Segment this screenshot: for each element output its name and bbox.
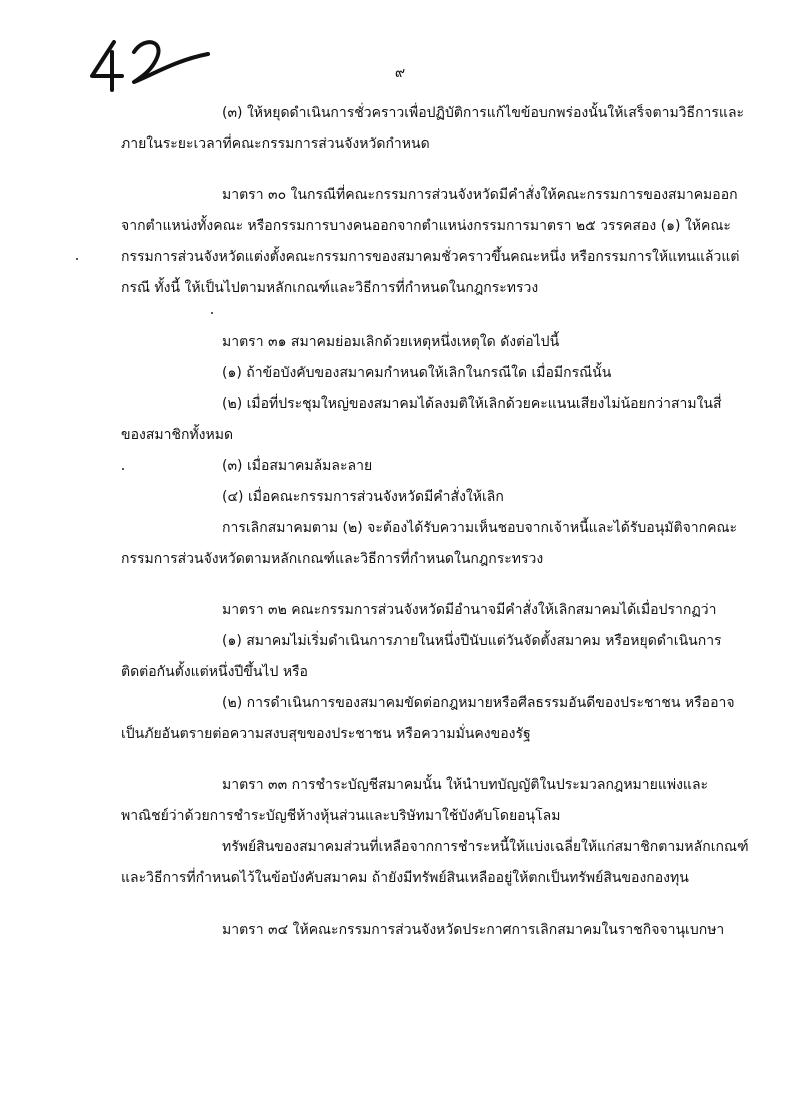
text-line: มาตรา ๓๓ การชำระบัญชีสมาคมนั้น ให้นำบทบัญญัติในประมวลกฎหมายแพ่งและ [222,777,709,793]
text-line: เป็นภัยอันตรายต่อความสงบสุขของประชาชน หรือความมั่นคงของรัฐ [121,726,531,742]
scan-speck [122,468,124,470]
text-line: (๓) ให้หยุดดำเนินการชั่วคราวเพื่อปฏิบัติการแก้ไขข้อบกพร่องนั้นให้เสร็จตามวิธีการและ [222,105,745,121]
handwritten-page-number [84,30,214,100]
text-line: มาตรา ๓๐ ในกรณีที่คณะกรรมการส่วนจังหวัดมีคำสั่งให้คณะกรรมการของสมาคมออก [222,187,738,203]
text-line: (๑) ถ้าข้อบังคับของสมาคมกำหนดให้เลิกในกรณีใด เมื่อมีกรณีนั้น [222,365,612,381]
text-line: (๒) เมื่อที่ประชุมใหญ่ของสมาคมได้ลงมติให้เลิกด้วยคะแนนเสียงไม่น้อยกว่าสามในสี่ [222,396,722,412]
text-line: (๓) เมื่อสมาคมล้มละลาย [222,458,373,474]
text-line: กรณี ทั้งนี้ ให้เป็นไปตามหลักเกณฑ์และวิธีการที่กำหนดในกฎกระทรวง [121,280,539,296]
page-number: ๙ [394,65,406,81]
text-line: ของสมาชิกทั้งหมด [121,427,234,443]
scan-speck [76,258,78,260]
text-line: (๑) สมาคมไม่เริ่มดำเนินการภายในหนึ่งปีนับแต่วันจัดตั้งสมาคม หรือหยุดดำเนินการ [222,633,722,649]
text-line: พาณิชย์ว่าด้วยการชำระบัญชีห้างหุ้นส่วนและบริษัทมาใช้บังคับโดยอนุโลม [121,808,561,824]
text-line: กรรมการส่วนจังหวัดแต่งตั้งคณะกรรมการของสมาคมชั่วคราวขึ้นคณะหนึ่ง หรือกรรมการให้แทนแล้วแต่ [121,249,740,265]
text-line: (๔) เมื่อคณะกรรมการส่วนจังหวัดมีคำสั่งให้เลิก [222,489,504,505]
text-line: ติดต่อกันตั้งแต่หนึ่งปีขึ้นไป หรือ [121,664,308,680]
text-line: (๒) การดำเนินการของสมาคมขัดต่อกฎหมายหรือศีลธรรมอันดีของประชาชน หรืออาจ [222,695,735,711]
text-line: มาตรา ๓๑ สมาคมย่อมเลิกด้วยเหตุหนึ่งเหตุใด ดังต่อไปนี้ [222,334,560,350]
text-line: มาตรา ๓๔ ให้คณะกรรมการส่วนจังหวัดประกาศการเลิกสมาคมในราชกิจจานุเบกษา [222,922,725,938]
text-line: และวิธีการที่กำหนดไว้ในข้อบังคับสมาคม ถ้ายังมีทรัพย์สินเหลืออยู่ให้ตกเป็นทรัพย์สินของกองทุน [121,870,689,886]
text-line: ทรัพย์สินของสมาคมส่วนที่เหลือจากการชำระหนี้ให้แบ่งเฉลี่ยให้แก่สมาชิกตามหลักเกณฑ์ [222,839,749,855]
scan-speck [211,312,213,314]
text-line: กรรมการส่วนจังหวัดตามหลักเกณฑ์และวิธีการที่กำหนดในกฎกระทรวง [121,551,544,567]
text-line: ภายในระยะเวลาที่คณะกรรมการส่วนจังหวัดกำหนด [121,136,430,152]
text-line: จากตำแหน่งทั้งคณะ หรือกรรมการบางคนออกจากตำแหน่งกรรมการมาตรา ๒๕ วรรคสอง (๑) ให้คณะ [121,218,731,234]
text-line: การเลิกสมาคมตาม (๒) จะต้องได้รับความเห็นชอบจากเจ้าหนี้และได้รับอนุมัติจากคณะ [222,520,738,536]
text-line: มาตรา ๓๒ คณะกรรมการส่วนจังหวัดมีอำนาจมีคำสั่งให้เลิกสมาคมได้เมื่อปรากฏว่า [222,602,717,618]
